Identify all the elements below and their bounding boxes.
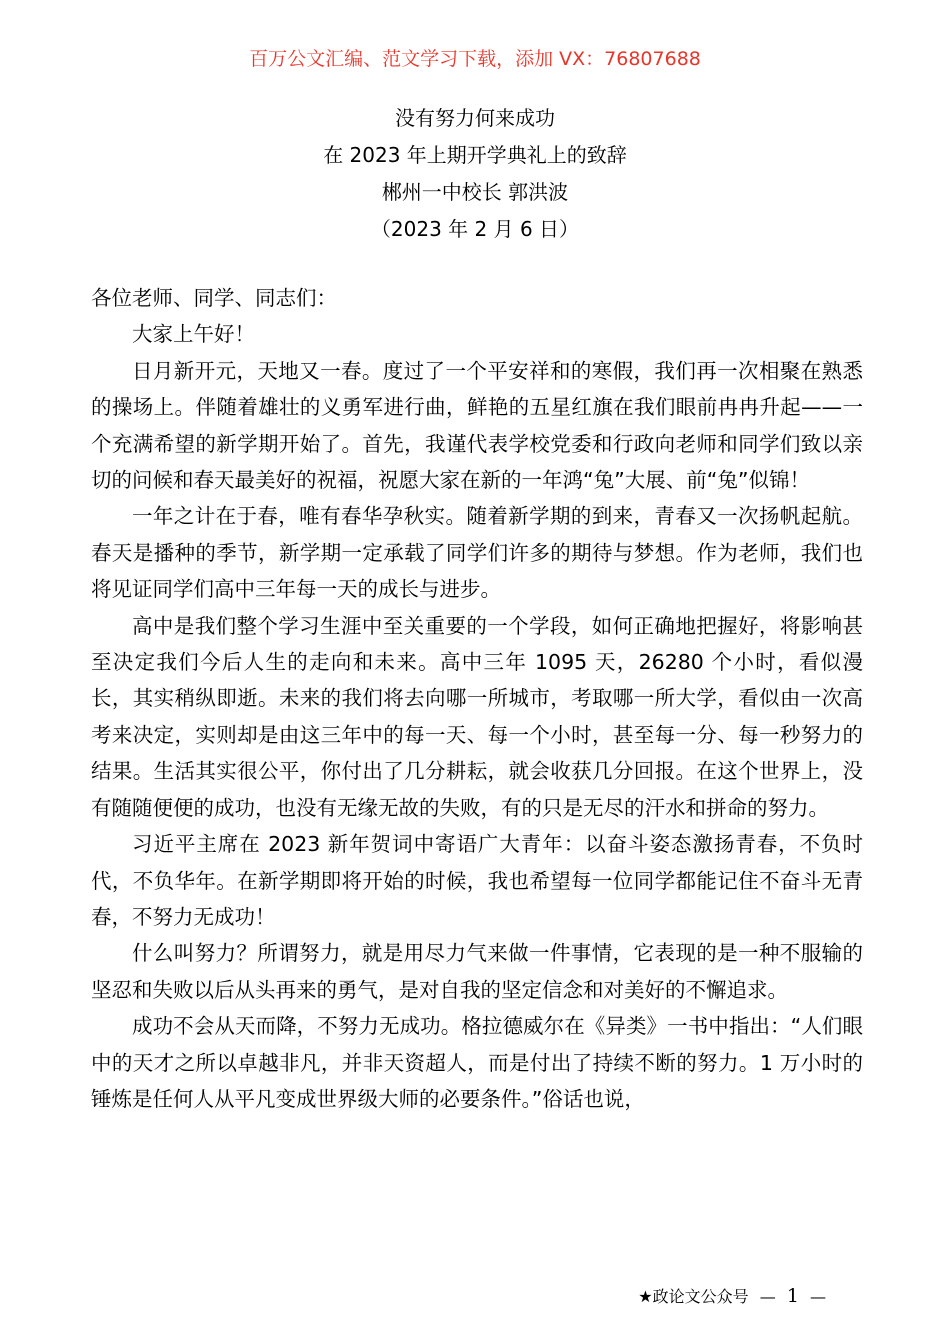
- page-number: 1: [786, 1285, 799, 1307]
- speech-title: 没有努力何来成功: [395, 106, 555, 130]
- download-banner: 百万公文汇编、范文学习下载，添加 VX：76807688: [249, 48, 701, 70]
- speech-body: [91, 280, 863, 1117]
- paragraph: 一年之计在于春，唯有春华孕秋实。随着新学期的到来，青春又一次扬帆起航。春天是播种的季节，新学期一定承载了同学们许多的期待与梦想。作为老师，我们也将见证同学们高中三年每一天的成长与进步。: [91, 504, 863, 602]
- footer-dash-right: —: [810, 1287, 826, 1306]
- paragraph-greeting: 大家上午好！: [132, 322, 255, 347]
- paragraph: 日月新开元，天地又一春。度过了一个平安祥和的寒假，我们再一次相聚在熟悉的操场上。伴随着雄壮的义勇军进行曲，鲜艳的五星红旗在我们眼前冉冉升起——一个充满希望的新学期开始了。首先，我谨代表学校党委和行政向老师和同学们致以亲切的问候和春天最美好的祝福，祝愿大家在新的一年鸿“兔”大展、前“兔”似锦！: [91, 358, 863, 493]
- paragraph: 什么叫努力？所谓努力，就是用尽力气来做一件事情，它表现的是一种不服输的坚忍和失败以后从头再来的勇气，是对自我的坚定信念和对美好的不懈追求。: [91, 941, 863, 1002]
- footer-source: ★政论文公众号: [638, 1287, 749, 1306]
- footer-dash-left: —: [759, 1287, 776, 1306]
- salutation: 各位老师、同学、同志们：: [91, 286, 337, 310]
- title-block: [0, 100, 950, 248]
- paragraph: 成功不会从天而降，不努力无成功。格拉德威尔在《异类》一书中指出：“人们眼中的天才之所以卓越非凡，并非天资超人，而是付出了持续不断的努力。1 万小时的锤炼是任何人从平凡变成世界级大师的必要条件。”俗话也说，: [91, 1014, 863, 1111]
- speech-subtitle: 在 2023 年上期开学典礼上的致辞: [323, 143, 627, 167]
- paragraph: 高中是我们整个学习生涯中至关重要的一个学段，如何正确地把握好，将影响甚至决定我们今后人生的走向和未来。高中三年 1095 天，26280 个小时，看似漫长，其实稍纵即逝。未来的我们将去向哪一所城市，考取哪一所大学，看似由一次高考来决定，实则却是由这三年中的每一天、每一个小时，甚至每一分、每一秒努力的结果。生活其实很公平，你付出了几分耕耘，就会收获几分回报。在这个世界上，没有随随便便的成功，也没有无缘无故的失败，有的只是无尽的汗水和拼命的努力。: [91, 613, 863, 820]
- speech-date: （2023 年 2 月 6 日）: [370, 217, 580, 241]
- paragraph: 习近平主席在 2023 新年贺词中寄语广大青年：以奋斗姿态激扬青春，不负时代，不负华年。在新学期即将开始的时候，我也希望每一位同学都能记住不奋斗无青春，不努力无成功！: [91, 832, 863, 929]
- page-footer: [638, 1284, 832, 1309]
- speech-author: 郴州一中校长 郭洪波: [381, 180, 569, 204]
